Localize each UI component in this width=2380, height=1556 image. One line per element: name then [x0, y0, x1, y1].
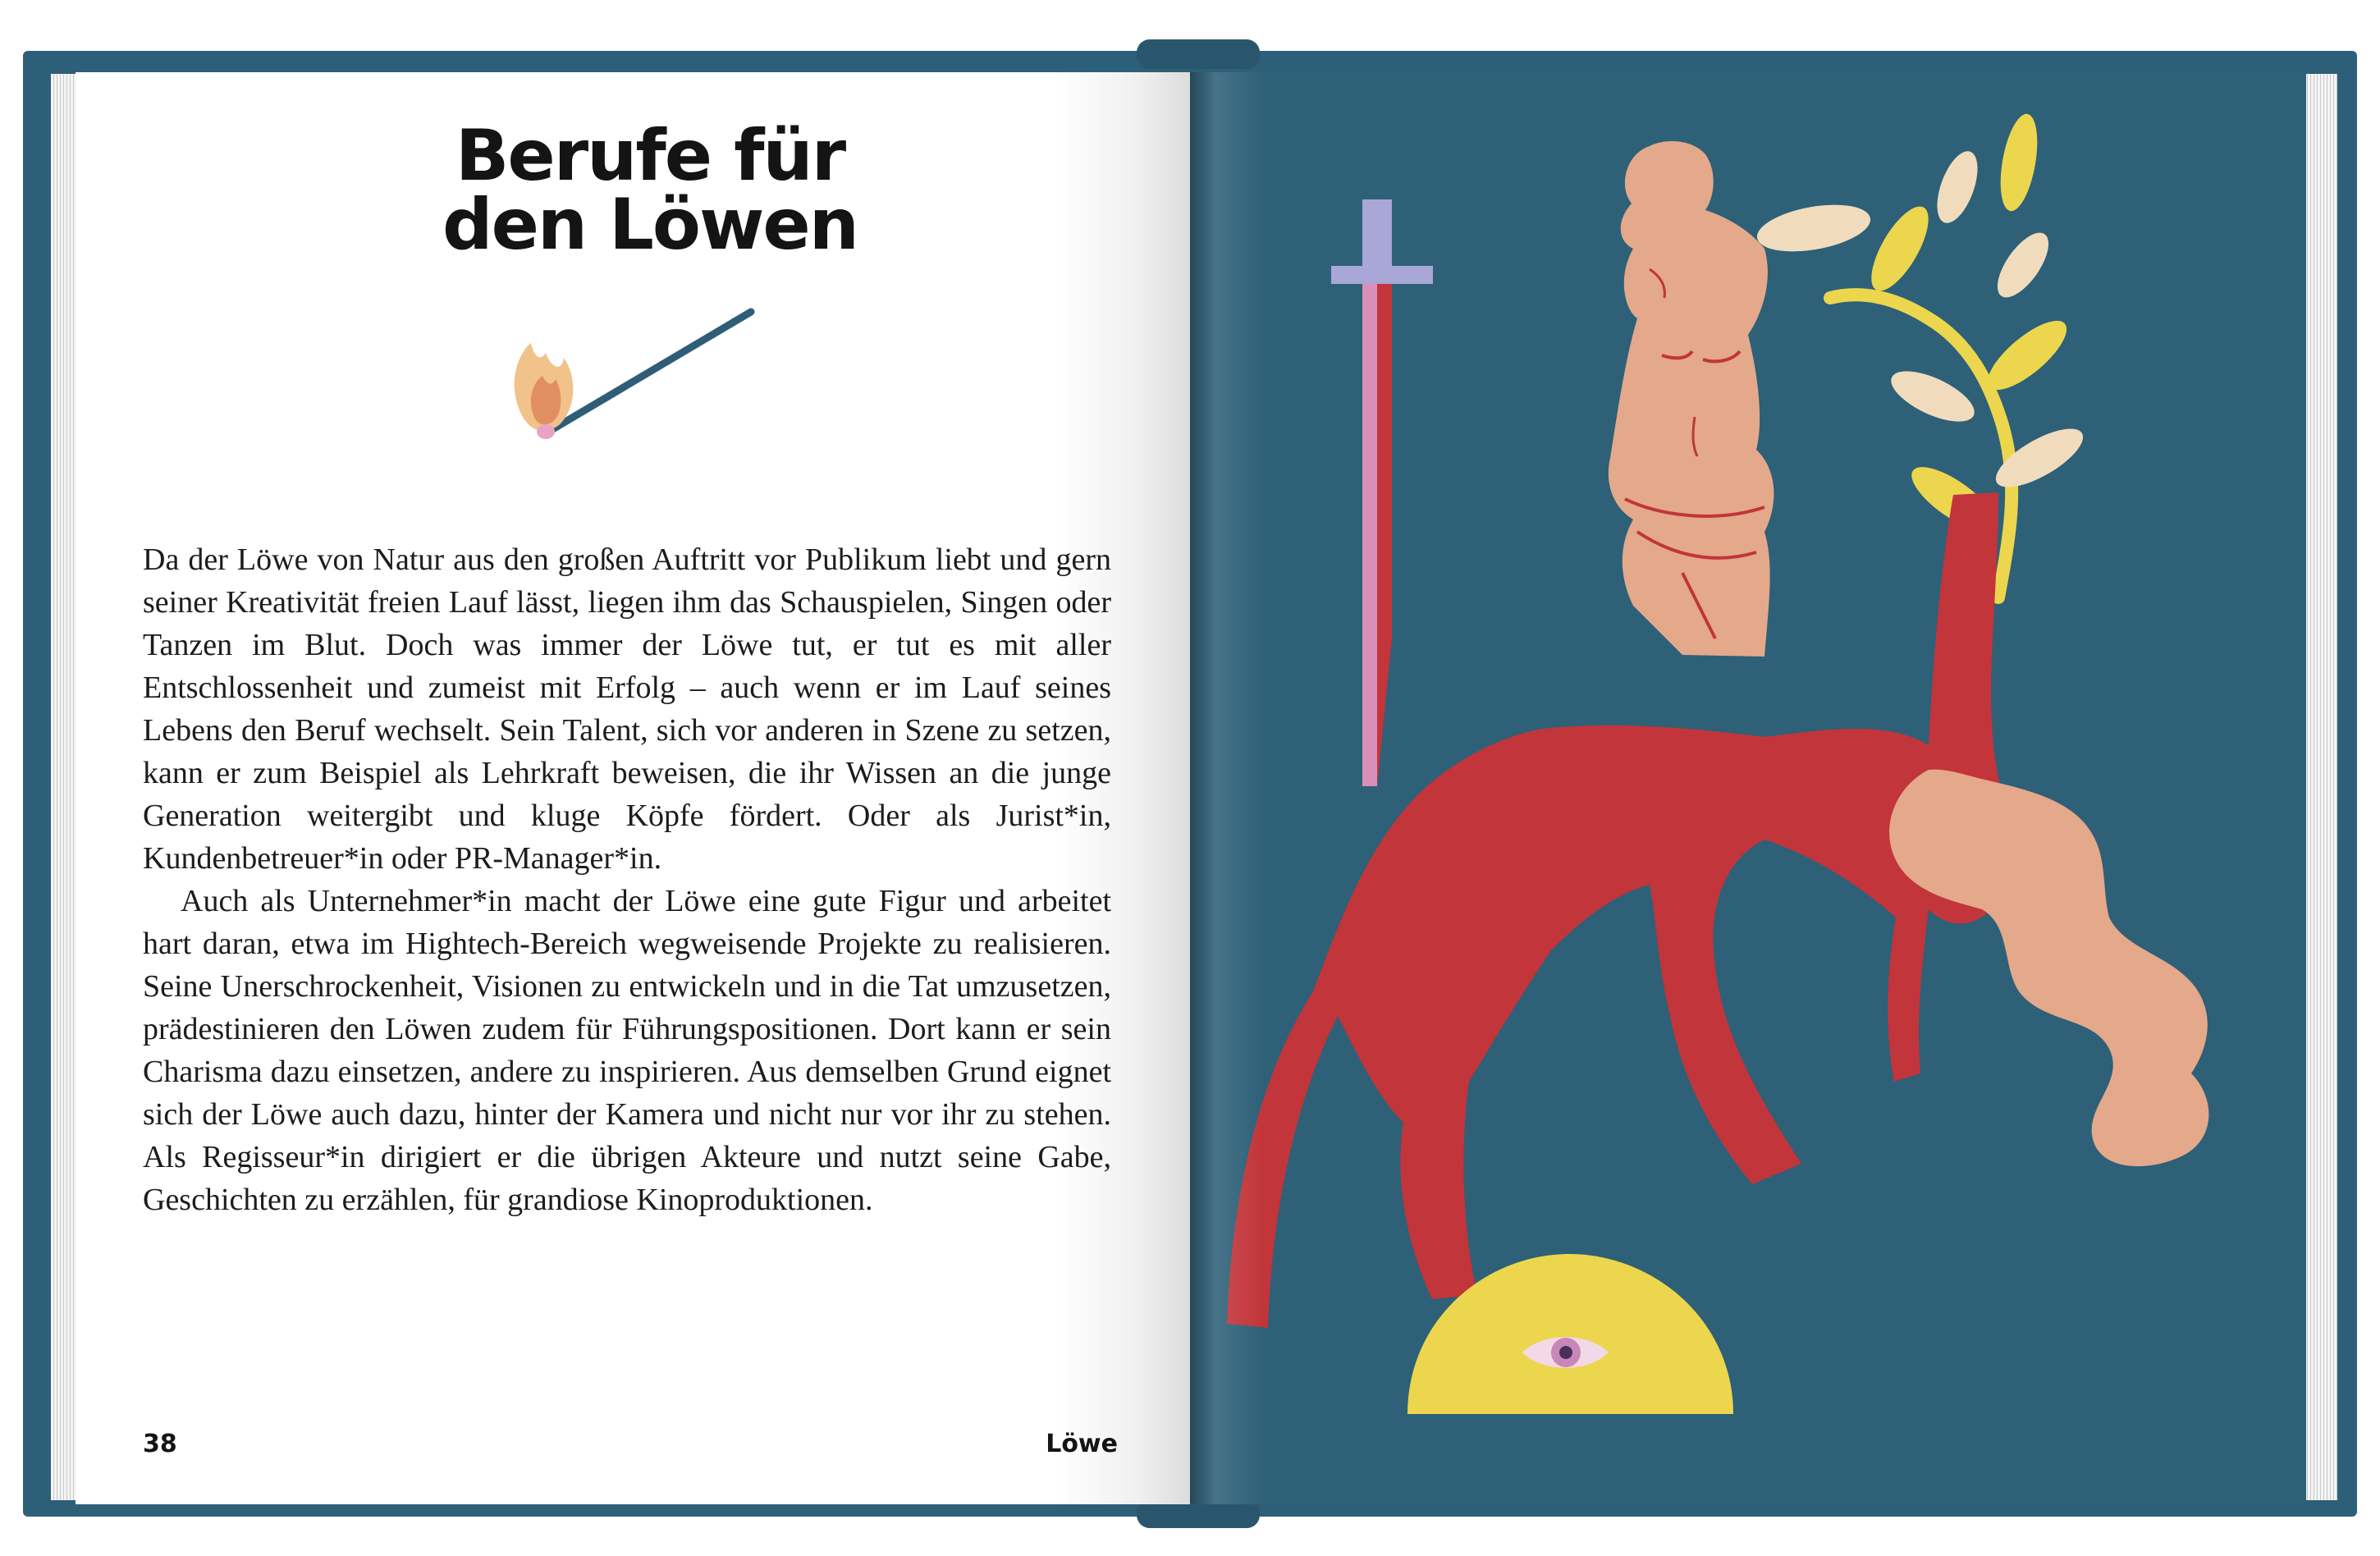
- page-edges-right: [2304, 74, 2337, 1500]
- sword-icon: [1331, 199, 1433, 786]
- page-title: [240, 115, 1060, 266]
- title-line-2: den Löwen: [442, 184, 858, 266]
- lit-match-icon: [498, 294, 761, 483]
- spine-top: [1137, 39, 1260, 69]
- illustration: [1190, 72, 2306, 1504]
- olive-branch-icon: [1754, 111, 2091, 597]
- page-number: 38: [143, 1430, 177, 1458]
- right-page: [1190, 72, 2306, 1504]
- body-text: [143, 538, 1111, 1221]
- title-line-1: Berufe für: [455, 115, 845, 197]
- venus-statue-icon: [1609, 141, 1774, 657]
- gutter-shadow: [1190, 72, 1264, 1504]
- paragraph-1: Da der Löwe von Natur aus den großen Auftritt vor Publikum liebt und gern seiner Kreativität freien Lauf lässt, liegen ihm das Schauspielen, Singen oder Tanzen im Blut. Doch was immer der Löwe tut, er tut es mit aller Entschlossenheit und zumeist mit Erfolg – auch wenn er im Lauf seines Lebens den Beruf wechselt. Sein Talent, sich vor anderen in Szene zu setzen, kann er zum Beispiel als Lehrkraft beweisen, die ihr Wissen an die junge Generation weitergibt und kluge Köpfe fördert. Oder als Jurist*in, Kundenbetreuer*in oder PR-Manager*in.: [143, 542, 1111, 876]
- running-head: Löwe: [1046, 1430, 1118, 1458]
- paragraph-2: Auch als Unternehmer*in macht der Löwe eine gute Figur und arbeitet hart daran, etwa im Hightech-Bereich wegweisende Projekte zu realisieren. Seine Unerschrockenheit, Visionen zu entwickeln und in die Tat umzusetzen, prädestinieren den Löwen zudem für Führungspositionen. Dort kann er sein Charisma dazu einsetzen, andere zu inspirieren. Aus demselben Grund eignet sich der Löwe auch dazu, hinter der Kamera und nicht nur vor ihr zu stehen. Als Regisseur*in dirigiert er die übrigen Akteure und nutzt seine Gabe, Geschichten zu erzählen, für grandiose Kinoproduktionen.: [143, 884, 1111, 1217]
- left-page: [76, 72, 1190, 1504]
